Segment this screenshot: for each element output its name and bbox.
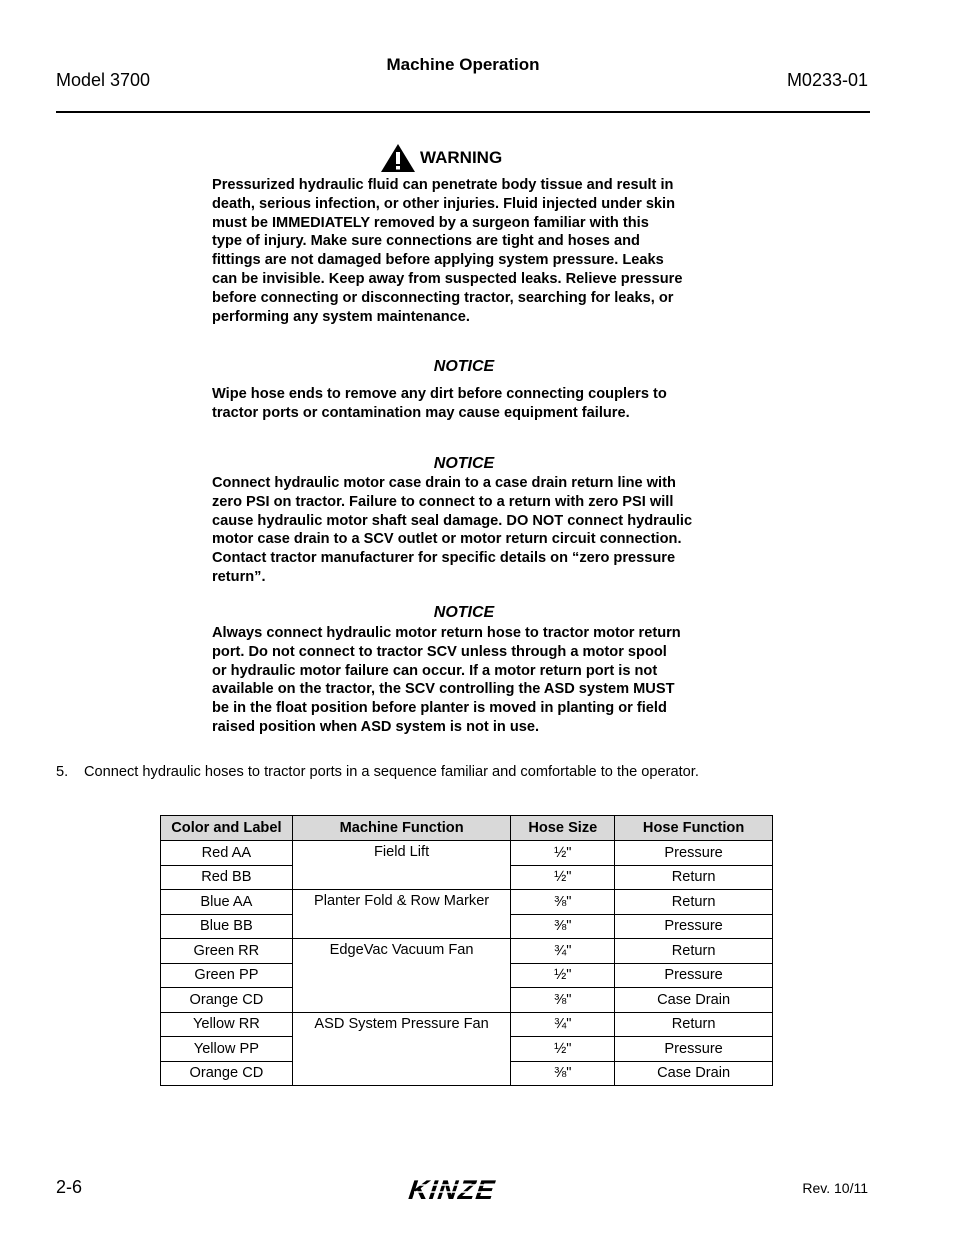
color-label-cell: Blue BB <box>161 914 293 939</box>
warning-text <box>212 176 732 326</box>
hose-size-cell: ⅜" <box>511 1061 615 1086</box>
machine-function-cell: Field Lift <box>292 841 511 890</box>
hose-function-cell: Return <box>615 865 773 890</box>
notice-line: tractor ports or contamination may cause equipment failure. <box>212 404 630 421</box>
color-label-cell: Yellow RR <box>161 1012 293 1037</box>
step-number: 5. <box>56 764 69 780</box>
instruction-step <box>56 764 699 780</box>
color-label-cell: Blue AA <box>161 890 293 915</box>
hose-function-cell: Case Drain <box>615 1061 773 1086</box>
hose-size-cell: ¾" <box>511 939 615 964</box>
kinze-logo <box>404 1176 524 1207</box>
page-number: 2-6 <box>56 1177 83 1197</box>
table-row <box>161 890 773 915</box>
notice-line: motor case drain to a SCV outlet or motor return circuit connection. <box>212 531 682 548</box>
notice-text <box>212 474 732 587</box>
color-label-cell: Green RR <box>161 939 293 964</box>
machine-function-cell: Planter Fold & Row Marker <box>292 890 511 939</box>
notice-title: NOTICE <box>433 604 495 621</box>
notice-line: cause hydraulic motor shaft seal damage. DO NOT connect hydraulic <box>212 512 693 529</box>
warning-triangle-icon <box>380 143 416 173</box>
step-text: Connect hydraulic hoses to tractor ports in a sequence familiar and comfortable to the operator. <box>84 764 699 780</box>
column-header: Color and Label <box>161 816 293 841</box>
warning-heading <box>380 143 502 173</box>
hose-size-cell: ⅜" <box>511 914 615 939</box>
color-label-cell: Red BB <box>161 865 293 890</box>
notice-line: return”. <box>212 568 266 585</box>
hose-size-cell: ½" <box>511 841 615 866</box>
notice-line: Wipe hose ends to remove any dirt before connecting couplers to <box>212 386 667 402</box>
hose-function-cell: Pressure <box>615 914 773 939</box>
notice-line: or hydraulic motor failure can occur. If a motor return port is not <box>212 662 658 679</box>
warning-line: fittings are not damaged before applying system pressure. Leaks <box>212 252 664 269</box>
notice-line: Connect hydraulic motor case drain to a case drain return line with <box>212 475 676 491</box>
hose-size-cell: ⅜" <box>511 890 615 915</box>
hose-size-cell: ½" <box>511 1037 615 1062</box>
table-row <box>161 1012 773 1037</box>
notice-text <box>212 624 732 737</box>
hose-size-cell: ½" <box>511 963 615 988</box>
document-number: M0233-01 <box>786 70 868 90</box>
hose-connection-table <box>160 815 773 1086</box>
notice-line: available on the tractor, the SCV controlling the ASD system MUST <box>212 681 675 698</box>
model-label: Model 3700 <box>56 70 151 90</box>
section-title: Machine Operation <box>386 55 540 74</box>
hose-function-cell: Pressure <box>615 963 773 988</box>
hose-size-cell: ⅜" <box>511 988 615 1013</box>
column-header: Hose Size <box>511 816 615 841</box>
hose-function-cell: Return <box>615 939 773 964</box>
warning-line: must be IMMEDIATELY removed by a surgeon familiar with this <box>212 214 649 231</box>
notice-line: zero PSI on tractor. Failure to connect to a return with zero PSI will <box>212 493 674 510</box>
warning-line: Pressurized hydraulic fluid can penetrate body tissue and result in <box>212 177 674 193</box>
notice-line: Always connect hydraulic motor return hose to tractor motor return <box>212 625 681 641</box>
warning-line: can be invisible. Keep away from suspected leaks. Relieve pressure <box>212 270 683 287</box>
machine-function-cell: EdgeVac Vacuum Fan <box>292 939 511 1013</box>
revision-label: Rev. 10/11 <box>802 1180 868 1196</box>
warning-line: before connecting or disconnecting tractor, searching for leaks, or <box>212 289 674 306</box>
notice-line: be in the float position before planter is moved in planting or field <box>212 700 667 717</box>
table-row <box>161 939 773 964</box>
table-header-row <box>161 816 773 841</box>
header-divider <box>56 111 870 113</box>
notice-text <box>212 385 732 423</box>
warning-title: WARNING <box>420 148 503 167</box>
notice-line: port. Do not connect to tractor SCV unless through a motor spool <box>212 643 667 660</box>
warning-line: type of injury. Make sure connections are tight and hoses and <box>212 233 640 250</box>
notice-title: NOTICE <box>433 358 495 375</box>
logo-text: KINZE <box>404 1176 501 1202</box>
warning-line: performing any system maintenance. <box>212 308 470 325</box>
hose-function-cell: Case Drain <box>615 988 773 1013</box>
hose-function-cell: Return <box>615 890 773 915</box>
color-label-cell: Red AA <box>161 841 293 866</box>
column-header: Machine Function <box>292 816 511 841</box>
hose-size-cell: ½" <box>511 865 615 890</box>
color-label-cell: Green PP <box>161 963 293 988</box>
hose-function-cell: Pressure <box>615 1037 773 1062</box>
notice-line: Contact tractor manufacturer for specific details on “zero pressure <box>212 550 676 567</box>
hose-function-cell: Return <box>615 1012 773 1037</box>
warning-line: death, serious infection, or other injuries. Fluid injected under skin <box>212 195 676 212</box>
machine-function-cell: ASD System Pressure Fan <box>292 1012 511 1086</box>
table-row <box>161 841 773 866</box>
notice-line: raised position when ASD system is not in use. <box>212 718 540 735</box>
hose-function-cell: Pressure <box>615 841 773 866</box>
color-label-cell: Orange CD <box>161 1061 293 1086</box>
notice-title: NOTICE <box>433 455 495 472</box>
color-label-cell: Yellow PP <box>161 1037 293 1062</box>
hose-size-cell: ¾" <box>511 1012 615 1037</box>
color-label-cell: Orange CD <box>161 988 293 1013</box>
column-header: Hose Function <box>615 816 773 841</box>
